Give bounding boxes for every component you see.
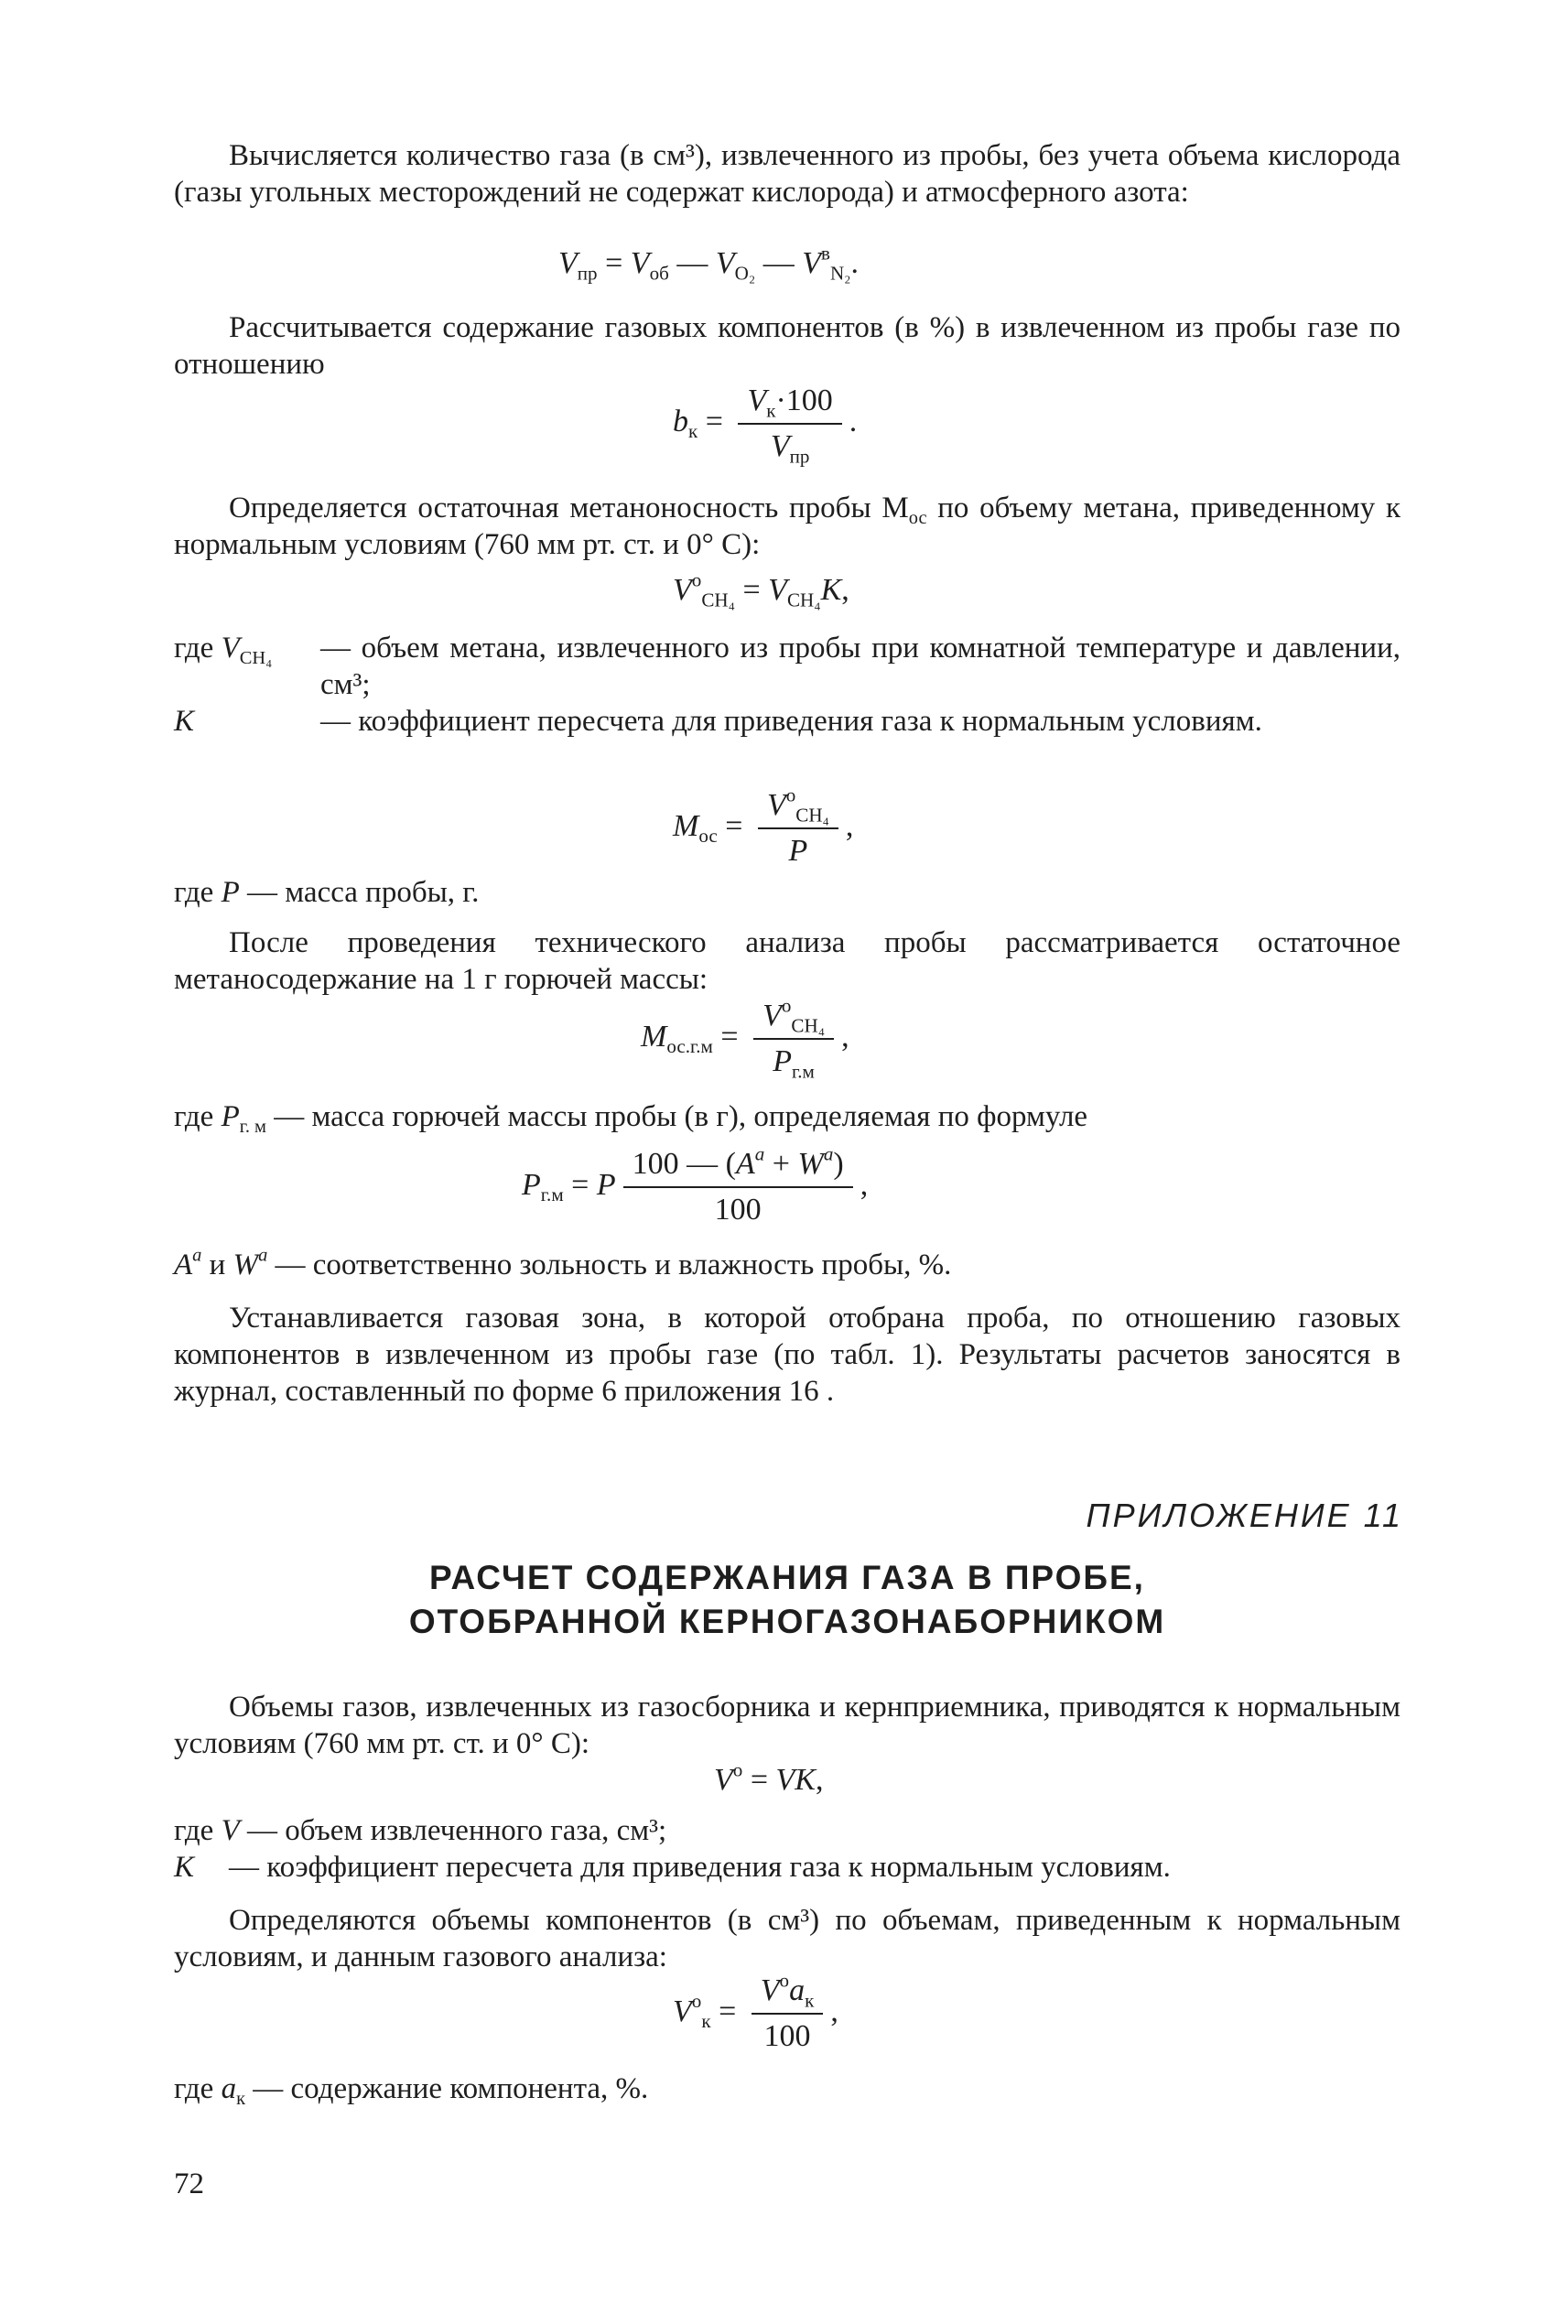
definition-v-ch4: где $V_{CH_4}$ — объем метана, извлеченного из пробы при комнатной температуре и давлении, см³; [174,632,1400,701]
definition-a-k: где $a_к$ — содержание компонента, %. [174,2072,649,2110]
fraction-v0-k: $\frac{V^оa_к}{100}$ [752,1973,824,2055]
formula-p-gm: $P_{г.м} = P$ $\frac{100 — (A^a + W^a)}{100}$ , [522,1142,869,1227]
paragraph-residual-methane: Определяется остаточная метаноносность пробы $M_{ос}$ по объему метана, приведенному к нормальным условиям (760 мм рт. ст. и 0° С): [174,492,1400,561]
definition-p-gm: где $P_{г. м}$ — масса горючей массы пробы (в г), определяемая по формуле [174,1100,1088,1138]
section-title [174,1556,1400,1644]
paragraph-gas-zone: Устанавливается газовая зона, в которой отобрана проба, по отношению газовых компонентов в извлеченном из пробы газе (по табл. 1). Результаты расчетов заносятся в журнал, составленный по форме 6 приложения 16 . [174,1302,1400,1408]
paragraph-gas-volumes: Объемы газов, извлеченных из газосборника и кернприемника, приводятся к нормальным условиям (760 мм рт. ст. и 0° С): [174,1691,1400,1760]
appendix-label: ПРИЛОЖЕНИЕ 11 [1086,1497,1403,1534]
formula-m-oc-gm: $M_{ос.г.м}$ = $\frac{V^о_{CH_4}}{P_{г.м}}$ , [641,994,849,1083]
formula-v0: $V^о$ = VK, [714,1758,824,1797]
definition-p: где P — масса пробы, г. [174,876,480,909]
paragraph-gas-volume: Вычисляется количество газа (в см³), извлеченного из пробы, без учета объема кислорода (газы угольных месторождений не содержат кислорода) и атмосферного азота: [174,139,1400,209]
paragraph-component-content: Рассчитывается содержание газовых компонентов (в %) в извлеченном из пробы газе по отношению [174,311,1400,381]
definition-ash-moisture: $A^a$ и $W^a$ — соответственно зольность и влажность пробы, %. [174,1245,952,1281]
formula-v0-ch4: $V^о_{CH_4} = V_{CH_4}K$, [673,568,849,611]
formula-v0-k: $V^о_к$ = $\frac{V^оa_к}{100}$ , [673,1969,838,2053]
formula-m-oc: $M_{ос}$ = $\frac{V^о_{CH_4}}{P}$ , [673,784,854,868]
paragraph-technical-analysis: После проведения технического анализа пробы рассматривается остаточное метаносодержание на 1 г горючей массы: [174,926,1400,996]
section-title-line-2: ОТОБРАННОЙ КЕРНОГАЗОНАБОРНИКОМ [408,1603,1166,1640]
page-number: 72 [174,2167,204,2200]
paragraph-component-volumes: Определяются объемы компонентов (в см³) по объемам, приведенным к нормальным условиям, и данным газового анализа: [174,1904,1400,1973]
fraction-m-oc-gm: $\frac{V^о_{CH_4}}{P_{г.м}}$ [753,998,834,1080]
fraction-p-gm: $\frac{100 — (A^a + W^a)}{100}$ [623,1146,853,1228]
definition-k: K — коэффициент пересчета для приведения газа к нормальным условиям. [174,705,1262,738]
fraction-m-oc: $\frac{V^о_{CH_4}}{P}$ [758,787,838,870]
fraction-b-k: $\frac{V_к\cdot 100}{V_{пр}}$ [738,383,841,465]
definition-v: где V — объем извлеченного газа, см³; [174,1814,667,1847]
definition-k-2: K — коэффициент пересчета для приведения газа к нормальным условиям. [174,1851,1171,1884]
formula-v-pr: $V_{пр} = V_{об}$ — $V_{O_2}$ — $V^в_{N_2}$. [558,242,860,285]
section-title-line-1: РАСЧЕТ СОДЕРЖАНИЯ ГАЗА В ПРОБЕ, [429,1559,1145,1596]
formula-b-k: $b_к$ = $\frac{V_к\cdot 100}{V_{пр}}$ . [673,384,858,468]
